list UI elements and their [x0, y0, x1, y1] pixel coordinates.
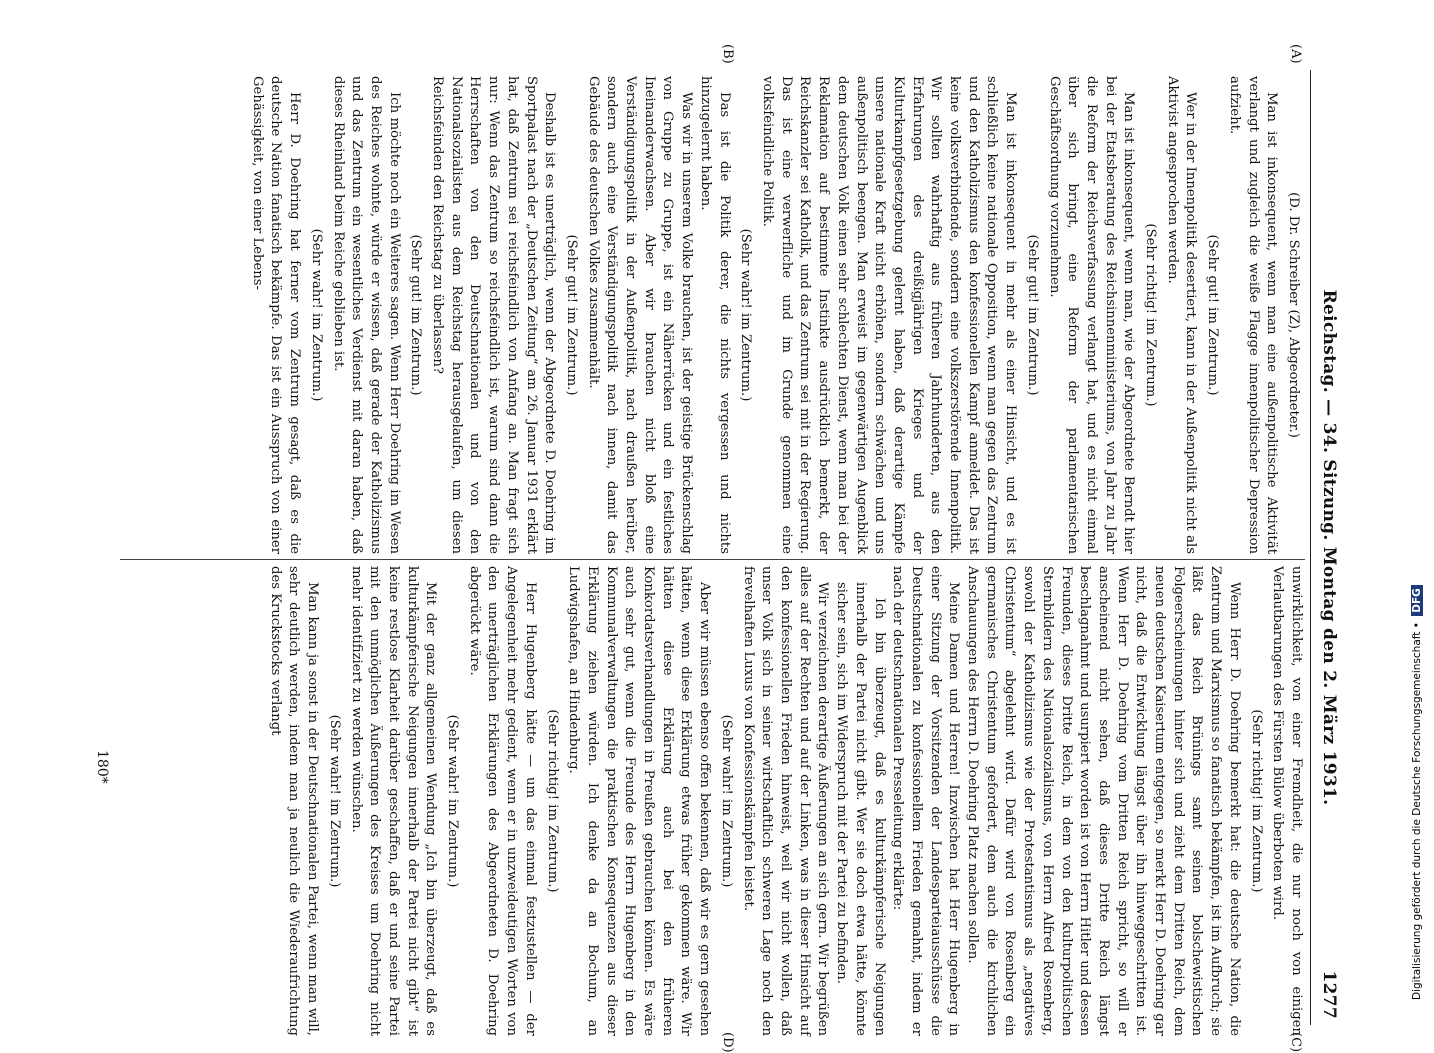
interjection: (Sehr wahr! im Zentrum.)	[308, 228, 324, 402]
paragraph: Meine Damen und Herren! Inzwischen hat Herr Hugenberg in einer Sitzung der Vorsitzenden der Landesparteiausschüsse die Deutschnationalen zu konfessionellem Frieden gemahnt, indem er nach der deutschnationalen Presseleitung erklärte:	[890, 566, 962, 1036]
interjection: (Sehr wahr! im Zentrum.)	[326, 714, 342, 888]
header-title: Reichstag. — 34. Sitzung. Montag den 2. März 1931.	[1319, 289, 1339, 806]
paragraph: Das ist die Politik derer, die nichts vergessen und nichts hinzugelernt haben.	[697, 76, 732, 554]
interjection: (Sehr gut! im Zentrum.)	[1205, 234, 1221, 396]
margin-marker-a: (A)	[1288, 44, 1303, 64]
interjection: (Sehr richtig! im Zentrum.)	[1248, 709, 1264, 893]
paragraph: Man ist inkonsequent in mehr als einer Hinsicht, und es ist schließlich keine nationale Opposition, wenn man gegen das Zentrum und den Katholizismus den konfessionellen Kampf anmeldet. Das ist keine volksverbindende, sondern eine volkszerstörende Innenpolitik. Wir sollten wahrhaftig aus früheren Jahrhunderten, aus den Erfahrungen des dreißigjährigen Krieges und der Kulturkampfgesetzgebung gelernt haben, daß derartige Kämpfe unsere nationale Kraft nicht erhöhen, sondern schwächen und uns außenpolitisch beengen. Man erweist im gegenwärtigen Augenblick dem deutschen Volk einen sehr schlechten Dienst, wenn man bei der Reklamation auf bestimmte Instinkte ausdrücklich bemerkt, der Reichskanzler sei Katholik, und das Zentrum sei mit in der Regierung. Das ist eine verwerfliche und im Grunde genommen eine volksfeindliche Politik.	[760, 76, 1019, 554]
paragraph: Was wir in unserem Volke brauchen, ist der geistige Brückenschlag von Gruppe zu Gruppe, ist ein Näherrücken und ein festliches Ineinanderwachsen. Aber wir brauchen nicht bloß eine Verständigungspolitik in der Außenpolitik, nach draußen herüber, sondern auch eine Verständigungspolitik nach innen, damit das Gebäude des deutschen Volkes zusammenhält.	[585, 76, 695, 554]
paragraph: Mit der ganz allgemeinen Wendung „Ich bin überzeugt, daß es kulturkämpferische Neigungen innerhalb der Partei nicht gibt“ ist keine restlose Klarheit darüber geschaffen, daß er und seine Partei mit den unmöglichen Äußerungen des Kreises um Doehring nicht mehr identifiziert zu werden wünschen.	[348, 566, 439, 1036]
paragraph: Herr D. Doehring hat ferner vom Zentrum gesagt, daß es die deutsche Nation fanatisch bekämpfe. Das ist ein Ausspruch von einer Gehässigkeit, von einer Lebens-	[249, 76, 303, 554]
paragraph: Wer in der Innenpolitik desertiert, kann in der Außenpolitik nicht als Aktivist angesprochen werden.	[1164, 76, 1199, 554]
paragraph: Man ist inkonsequent, wenn man eine außenpolitische Aktivität verlangt und zugleich die weiße Flagge innenpolitischer Depression aufzieht.	[1226, 76, 1280, 554]
paragraph: Deshalb ist es unerträglich, wenn der Abgeordnete D. Doehring im Sportpalast nach der „Deutschen Zeitung“ am 26. Januar 1931 erklärt hat, daß Zentrum sei reichsfeindlich von Anfang an. Man fragt sich nur: Wenn das Zentrum so reichsfeindlich ist, warum sind dann die Herrschaften von den Deutschnationalen und von den Nationalsozialisten aus dem Reichstag herausgelaufen, um diesen Reichsfeinden den Reichstag zu überlassen?	[430, 76, 558, 554]
speaker-line: (D. Dr. Schreiber (Z), Abgeordneter.)	[1286, 192, 1301, 438]
column-left	[247, 76, 1305, 554]
digitization-text: Digitalisierung gefördert durch die Deutsche Forschungsgemeinschaft •	[1411, 622, 1423, 1000]
paragraph: Man kann ja sonst in der Deutschnationalen Partei, wenn man will, sehr deutlich werden, indem man ja neulich die Wiederaufrichtung des Kruckstocks verlangt	[267, 566, 321, 1036]
interjection: (Sehr wahr! im Zentrum.)	[738, 228, 754, 402]
paragraph: Herr Hugenberg hätte — um das einmal festzustellen — der Angelegenheit mehr gedient, wenn er in unzweideutigen Worten von den unerträglichen Erklärungen des Abgeordneten D. Doehring abgerückt wäre.	[466, 566, 538, 1036]
column-divider	[120, 559, 1305, 560]
interjection: (Sehr gut! im Zentrum.)	[408, 234, 424, 396]
column-right	[265, 566, 1305, 1036]
interjection: (Sehr wahr! im Zentrum.)	[445, 714, 461, 888]
rotated-page	[0, 44, 1345, 1053]
digitization-note	[1411, 585, 1423, 1000]
interjection: (Sehr richtig! im Zentrum.)	[544, 709, 560, 893]
paragraph: Wir verzeichnen derartige Äußerungen an sich gern. Wir begrüßen alles auf der Rechten und auf der Linken, was in dieser Hinsicht auf den konfessionellen Frieden hinweist, weil wir nicht wollen, daß unser Volk sich in seiner wirtschaftlich schweren Lage noch den frevelhaften Luxus von Konfessionskämpfen leistet.	[740, 566, 831, 1036]
page-header	[1310, 70, 1345, 1025]
interjection: (Sehr wahr! im Zentrum.)	[718, 714, 734, 888]
quotation: Ich bin überzeugt, daß es kulturkämpferische Neigungen innerhalb der Partei nicht gibt. Wer sie doch etwa hätte, könnte sicher sein, sich im Widerspruch mit der Partei zu befinden.	[834, 582, 887, 1036]
interjection: (Sehr richtig! im Zentrum.)	[1143, 223, 1159, 407]
paragraph: Aber wir müssen ebenso offen bekennen, daß wir es gern gesehen hätten, wenn diese Erklärung etwas früher gekommen wäre. Wir hätten diese Erklärung auch bei den früheren Konkordatsverhandlungen in Preußen gebrauchen können. Es wäre auch sehr gut, wenn die Freunde des Herrn Hugenberg in den Kommunalverwaltungen die praktischen Konsequenzen aus dieser Erklärung ziehen würden. Ich denke da an Bochum, an Ludwigshafen, an Hindenburg.	[566, 566, 713, 1036]
paragraph: Man ist inkonsequent, wenn man, wie der Abgeordnete Berndt hier bei der Etatsberatung des Reichsinnenministeriums, von Jahr zu Jahr die Reform der Reichsverfassung verlangt hat, und es nicht einmal über sich bringt, eine Reform der parlamentarischen Geschäftsordnung vorzunehmen.	[1046, 76, 1137, 554]
interjection: (Sehr gut! im Zentrum.)	[563, 234, 579, 396]
header-page-number: 1277	[1319, 970, 1339, 1019]
dfg-logo: DFG	[1411, 585, 1423, 616]
margin-marker-d: (D)	[720, 1032, 735, 1053]
paragraph: unwirklichkeit, von einer Fremdheit, die nur noch von einigen Verlautbarungen des Fürsten Bülow überboten wird.	[1270, 566, 1304, 1036]
paragraph: Wenn Herr D. Doehring bemerkt hat: die deutsche Nation, die Zentrum und Marxismus so fanatisch bekämpfen, ist im Aufbruch; sie läßt das Reich Brünings samt seinen bolschewistischen Folgeerscheinungen hinter sich und zieht dem Dritten Reich, dem neuen deutschen Kaisertum entgegen, so merkt Herr D. Doehring gar nicht, daß die Entwicklung längst über ihn hinweggeschritten ist. Wenn Herr D. Doehring vom Dritten Reich spricht, so will er anscheinend nicht sehen, daß dieses Dritte Reich längst beschlagnahmt und usurpiert worden ist von Herrn Hitler und dessen Freunden, dieses Dritte Reich, in dem von den kulturpolitischen Sternbildern des Nationalsozialismus, von Herrn Alfred Rosenberg, sowohl der Katholizismus wie der Protestantismus als „negatives Christentum“ abgelehnt wird. Dafür wird von Rosenberg ein germanisches Christentum gefordert, dem auch die kirchlichen Anschauungen des Herrn D. Doehring Platz machen sollen.	[965, 566, 1242, 1036]
margin-marker-b: (B)	[720, 44, 735, 64]
bottom-page-number: 180*	[94, 750, 110, 784]
interjection: (Sehr gut! im Zentrum.)	[1024, 234, 1040, 396]
margin-marker-c: (C)	[1288, 1032, 1303, 1053]
paragraph: Ich möchte noch ein Weiteres sagen. Wenn Herr Doehring im Wesen des Reiches wohnte, würde er wissen, daß gerade der Katholizismus und das Zentrum ein wesentliches Verdienst mit daran haben, daß dieses Rheinland beim Reiche geblieben ist.	[330, 76, 402, 554]
